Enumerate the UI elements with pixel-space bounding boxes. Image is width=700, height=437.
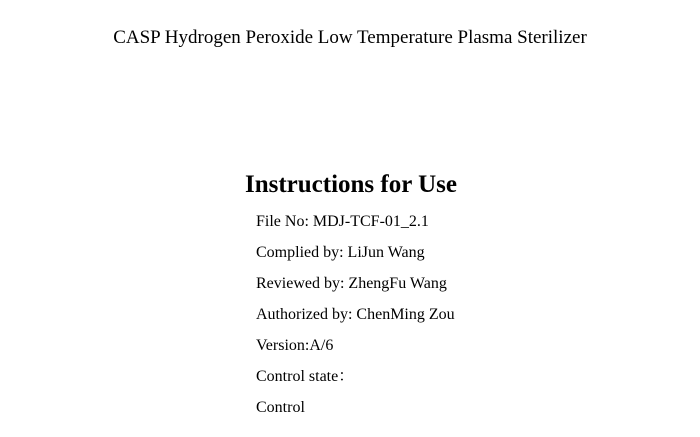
version: Version:A/6 [256, 337, 334, 354]
compiled-by: Complied by: LiJun Wang [256, 244, 425, 261]
control-state-value: Control [256, 399, 305, 416]
file-number: File No: MDJ-TCF-01_2.1 [256, 213, 429, 230]
reviewed-by: Reviewed by: ZhengFu Wang [256, 275, 447, 292]
authorized-by: Authorized by: ChenMing Zou [256, 306, 455, 323]
control-state-label: Control state： [256, 368, 355, 385]
product-title: CASP Hydrogen Peroxide Low Temperature Plasma Sterilizer [113, 27, 587, 48]
document-metadata-list [256, 210, 455, 427]
document-title: Instructions for Use [244, 171, 458, 198]
